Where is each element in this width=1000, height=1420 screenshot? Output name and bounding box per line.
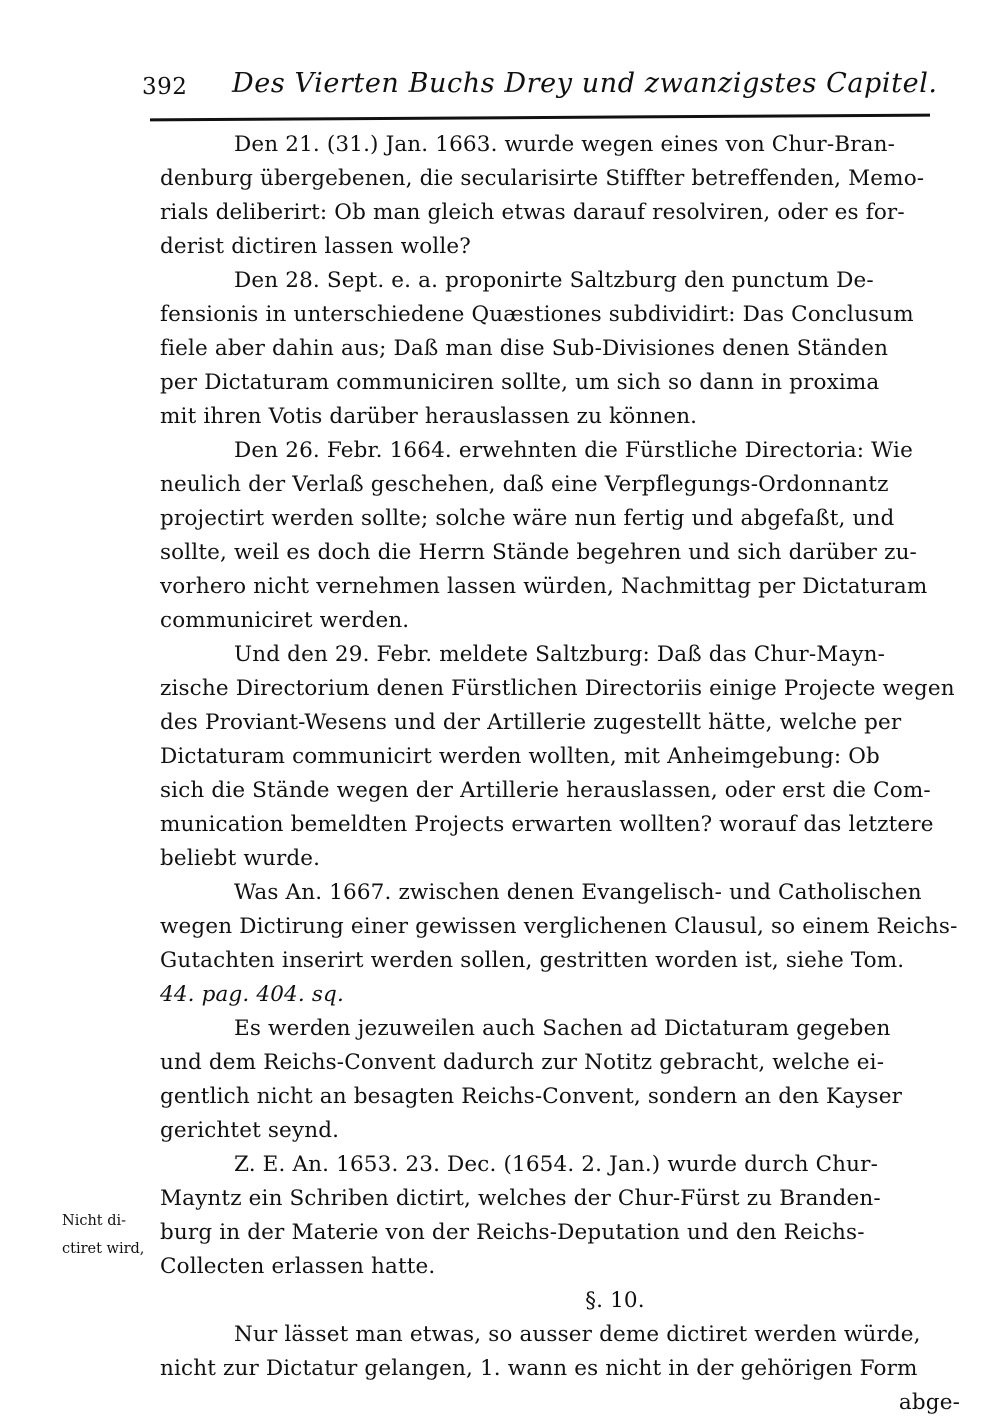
text-line: beliebt wurde.: [160, 846, 321, 871]
text-line: gerichtet seynd.: [160, 1118, 340, 1143]
page-number: 392: [142, 74, 188, 100]
text-line: Es werden jezuweilen auch Sachen ad Dictaturam gegeben: [234, 1016, 891, 1041]
text-line: burg in der Materie von der Reichs-Deputation und den Reichs-: [160, 1220, 865, 1245]
margin-note-line: Nicht di-: [62, 1213, 127, 1229]
text-line: neulich der Verlaß geschehen, daß eine Verpflegungs-Ordonnantz: [160, 472, 889, 497]
text-line: fensionis in unterschiedene Quæstiones subdividirt: Das Conclusum: [160, 302, 914, 327]
text-line: Den 28. Sept. e. a. proponirte Saltzburg den punctum De-: [234, 268, 874, 293]
text-line: projectirt werden sollte; solche wäre nun fertig und abgefaßt, und: [160, 506, 895, 531]
text-line: sollte, weil es doch die Herrn Stände begehren und sich darüber zu-: [160, 540, 917, 565]
text-line: communiciret werden.: [160, 608, 410, 633]
text-line: Gutachten inserirt werden sollen, gestritten worden ist, siehe Tom.: [160, 948, 905, 973]
text-line: rials deliberirt: Ob man gleich etwas darauf resolviren, oder es for-: [160, 200, 905, 225]
body-text: [160, 128, 960, 1420]
text-line: Den 21. (31.) Jan. 1663. wurde wegen eines von Chur-Bran-: [234, 132, 896, 157]
text-line: derist dictiren lassen wolle?: [160, 234, 471, 259]
text-line: gentlich nicht an besagten Reichs-Convent, sondern an den Kayser: [160, 1084, 903, 1109]
text-line: Dictaturam communicirt werden wollten, mit Anheimgebung: Ob: [160, 744, 880, 769]
margin-note: [62, 1207, 172, 1263]
text-line: mit ihren Votis darüber herauslassen zu können.: [160, 404, 698, 429]
running-title: Des Vierten Buchs Drey und zwanzigstes Capitel.: [232, 68, 938, 99]
text-line: und dem Reichs-Convent dadurch zur Notitz gebracht, welche ei-: [160, 1050, 885, 1075]
text-line: fiele aber dahin aus; Daß man dise Sub-Divisiones denen Ständen: [160, 336, 889, 361]
text-line: Den 26. Febr. 1664. erwehnten die Fürstliche Directoria: Wie: [234, 438, 913, 463]
text-line: Was An. 1667. zwischen denen Evangelisch- und Catholischen: [234, 880, 922, 905]
text-line: munication bemeldten Projects erwarten wollten? worauf das letztere: [160, 812, 934, 837]
margin-note-line: ctiret wird,: [62, 1241, 145, 1257]
text-line: 44. pag. 404. sq.: [160, 982, 344, 1007]
text-line: per Dictaturam communiciren sollte, um sich so dann in proxima: [160, 370, 880, 395]
text-line: sich die Stände wegen der Artillerie herauslassen, oder erst die Com-: [160, 778, 931, 803]
text-line: des Proviant-Wesens und der Artillerie zugestellt hätte, welche per: [160, 710, 902, 735]
running-head: [140, 62, 940, 108]
text-line: vorhero nicht vernehmen lassen würden, Nachmittag per Dictaturam: [160, 574, 928, 599]
text-line: abge-: [898, 1390, 960, 1415]
section-number: §. 10.: [585, 1288, 645, 1313]
text-line: Z. E. An. 1653. 23. Dec. (1654. 2. Jan.) wurde durch Chur-: [234, 1152, 879, 1177]
text-line: zische Directorium denen Fürstlichen Directoriis einige Projecte wegen: [160, 676, 955, 701]
text-line: Collecten erlassen hatte.: [160, 1254, 436, 1279]
text-line: Nur lässet man etwas, so ausser deme dictiret werden würde,: [234, 1322, 921, 1347]
text-line: Mayntz ein Schriben dictirt, welches der Chur-Fürst zu Branden-: [160, 1186, 881, 1211]
text-line: denburg übergebenen, die secularisirte Stiffter betreffenden, Memo-: [160, 166, 925, 191]
header-rule: [150, 114, 930, 122]
text-line: Und den 29. Febr. meldete Saltzburg: Daß das Chur-Mayn-: [234, 642, 886, 667]
text-line: wegen Dictirung einer gewissen verglichenen Clausul, so einem Reichs-: [160, 914, 958, 939]
text-line: nicht zur Dictatur gelangen, 1. wann es nicht in der gehörigen Form: [160, 1356, 918, 1381]
